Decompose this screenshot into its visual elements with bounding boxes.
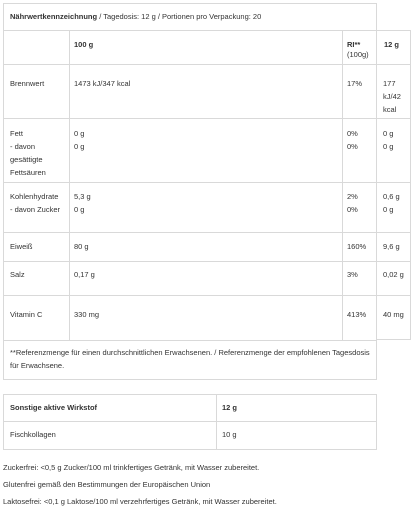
col-header-ri: RI** [347, 40, 361, 49]
row-energy-name: Brennwert [10, 79, 45, 88]
row-salt-name: Salz [10, 270, 25, 279]
row-protein-name: Eiweiß [10, 242, 33, 251]
row-protein-100g: 80 g [74, 242, 89, 251]
row-carbs-ri: 2% 0% [347, 192, 358, 214]
table-title-rest: / Tagedosis: 12 g / Portionen pro Verpackung: 20 [97, 12, 262, 21]
active-header-value: 12 g [222, 403, 238, 412]
reference-footnote: **Referenzmenge für einen durchschnittlichen Erwachsenen. / Referenzmenge der empfohlenen Tagesdosis für Erwachsene. [10, 348, 370, 370]
row-vitc-12g: 40 mg [383, 310, 404, 319]
note-gluten-free: Glutenfrei gemäß den Bestimmungen der Europäischen Union [3, 480, 211, 489]
row-carbs-12g: 0,6 g 0 g [383, 192, 400, 214]
row-vitc-ri: 413% [347, 310, 367, 319]
row-salt-12g: 0,02 g [383, 270, 404, 279]
col-header-100g: 100 g [74, 40, 94, 49]
row-fat-12g: 0 g 0 g [383, 129, 394, 151]
active-header-name: Sonstige aktive Wirkstof [10, 403, 98, 412]
note-sugar-free: Zuckerfrei: <0,5 g Zucker/100 ml trinkfertiges Getränk, mit Wasser zubereitet. [3, 463, 260, 472]
col-header-ri-sub: (100g) [347, 50, 369, 59]
col-header-12g: 12 g [384, 40, 400, 49]
note-lactose-free: Laktosefrei: <0,1 g Laktose/100 ml verzehrfertiges Getränk, mit Wasser zubereitet. [3, 497, 277, 506]
active-row-name: Fischkollagen [10, 430, 56, 439]
row-energy-ri: 17% [347, 79, 363, 88]
row-salt-100g: 0,17 g [74, 270, 95, 279]
table-title [10, 10, 261, 23]
row-fat-ri: 0% 0% [347, 129, 358, 151]
row-vitc-100g: 330 mg [74, 310, 100, 319]
row-energy-100g: 1473 kJ/347 kcal [74, 79, 131, 88]
row-fat-100g: 0 g 0 g [74, 129, 85, 151]
row-vitc-name: Vitamin C [10, 310, 43, 319]
row-carbs-100g: 5,3 g 0 g [74, 192, 91, 214]
row-energy-12g: 177 kJ/42 kcal [383, 79, 401, 114]
table-title-bold: Nährwertkennzeichnung [10, 12, 98, 21]
active-row-value: 10 g [222, 430, 237, 439]
row-carbs-name: Kohlenhydrate - davon Zucker [10, 192, 61, 214]
row-salt-ri: 3% [347, 270, 358, 279]
row-protein-12g: 9,6 g [383, 242, 400, 251]
row-protein-ri: 160% [347, 242, 367, 251]
row-fat-name: Fett - davon gesättigte Fettsäuren [10, 129, 46, 177]
